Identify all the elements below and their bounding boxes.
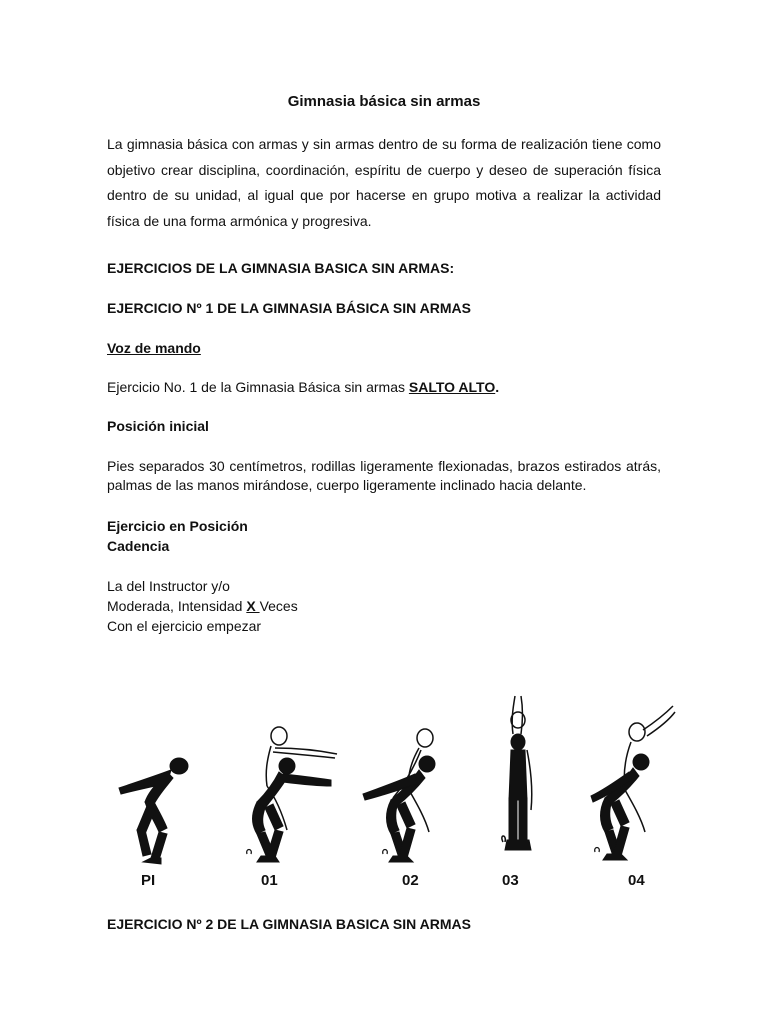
figure-label-01: 01 [261,872,278,889]
figure-01 [247,727,337,862]
cadencia-line-2 [107,598,298,614]
exercise-illustration [107,690,682,895]
posicion-inicial-heading: Posición inicial [107,418,209,434]
salto-alto-emphasis: SALTO ALTO [408,379,496,395]
voz-text: Ejercicio No. 1 de la Gimnasia Básica sin armas [107,379,409,395]
figure-label-02: 02 [402,872,419,889]
cadencia-heading: Cadencia [107,538,170,554]
voz-de-mando-heading [107,340,201,356]
section-heading: EJERCICIOS DE LA GIMNASIA BASICA SIN ARMAS: [107,260,455,276]
cadencia-line-3: Con el ejercicio empezar [107,618,262,634]
posicion-inicial-text: Pies separados 30 centímetros, rodillas ligeramente flexionadas, brazos estirados atrás, palmas de las manos mirándose, cuerpo ligeramente inclinado hacia delante. [107,458,661,493]
ejercicio-posicion-heading: Ejercicio en Posición [107,518,248,534]
exercise-figures-svg [107,690,682,895]
figure-label-04: 04 [628,872,645,889]
figure-02 [363,729,435,862]
figure-label-pi: PI [141,872,156,889]
cadencia-line-2-a: Moderada, Intensidad [107,598,247,614]
voz-de-mando-text [107,379,499,395]
cadencia-x: X [246,598,260,614]
figure-pi [119,758,188,864]
figure-label-03: 03 [502,872,519,889]
exercise1-heading: EJERCICIO Nº 1 DE LA GIMNASIA BÁSICA SIN ARMAS [107,300,471,316]
cadencia-line-2-b: Veces [259,598,298,614]
exercise2-heading: EJERCICIO Nº 2 DE LA GIMNASIA BASICA SIN ARMAS [107,916,471,932]
figure-04 [591,706,675,860]
cadencia-line-1: La del Instructor y/o [107,578,230,594]
intro-paragraph: La gimnasia básica con armas y sin armas dentro de su forma de realización tiene como objetivo crear disciplina, coordinación, espíritu de cuerpo y deseo de superación física dentro de su unidad, al igual que por hacerse en grupo motiva a realizar la actividad física de una forma armónica y progresiva. [107,136,661,229]
voz-end: . [495,379,500,395]
page-title: Gimnasia básica sin armas [287,93,481,110]
voz-de-mando-label: Voz de mando [107,340,201,356]
figure-03 [502,696,532,850]
